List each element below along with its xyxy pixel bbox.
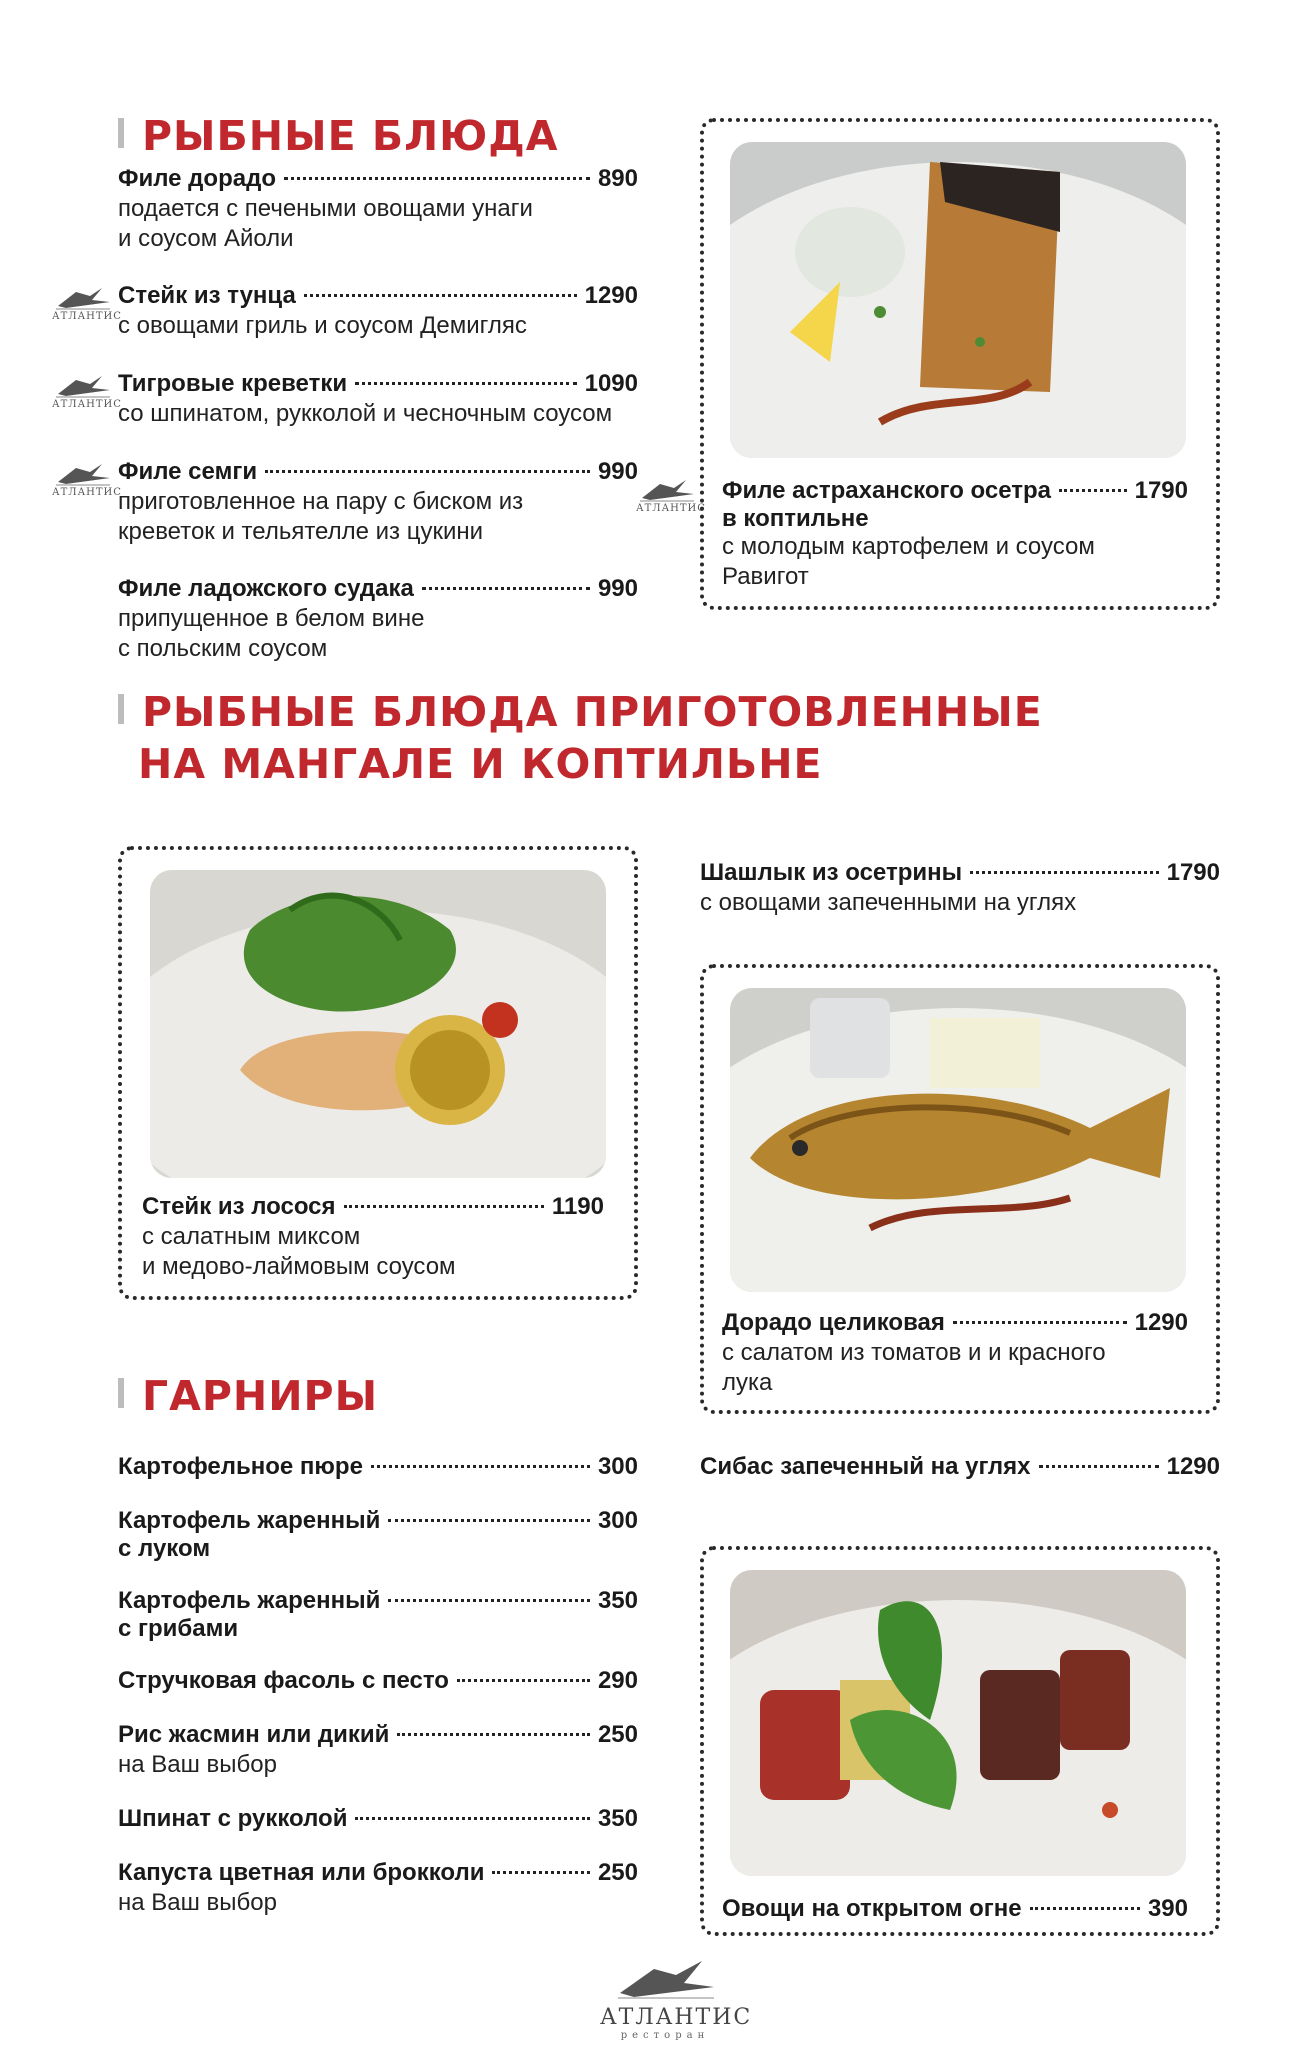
section-title-text: РЫБНЫЕ БЛЮДА	[142, 112, 559, 160]
footer-logo	[600, 1955, 753, 2041]
item-price: 1790	[1134, 477, 1188, 504]
atlantis-logo-icon	[52, 458, 122, 502]
item-price: 1790	[1166, 859, 1220, 886]
logo-text: АТЛАНТИС	[52, 311, 122, 322]
menu-item-whole-dorado	[722, 1308, 1188, 1398]
atlantis-logo-icon	[52, 370, 122, 414]
item-price: 290	[597, 1667, 638, 1694]
menu-item-salmon-fillet	[118, 457, 638, 547]
item-price: 1190	[551, 1193, 604, 1220]
item-name: Филе ладожского судака	[118, 575, 414, 602]
title-bar	[118, 118, 124, 148]
item-desc: на Ваш выбор	[118, 1751, 277, 1778]
title-bar	[118, 1378, 124, 1408]
item-price: 990	[597, 575, 638, 602]
item-name: Филе дорадо	[118, 165, 276, 192]
item-name: Капуста цветная или брокколи	[118, 1859, 485, 1886]
section-title-grill	[118, 686, 1043, 738]
menu-item-side-green-beans	[118, 1666, 638, 1696]
item-name-line2: с луком	[118, 1535, 211, 1562]
logo-text: АТЛАНТИС	[636, 503, 706, 514]
item-price: 890	[597, 165, 638, 192]
menu-item-sturgeon	[722, 476, 1188, 592]
item-name: Стейк из тунца	[118, 282, 296, 309]
menu-item-sibas	[700, 1452, 1220, 1482]
item-price: 350	[597, 1805, 638, 1832]
menu-item-side-fried-potatoes-onion	[118, 1506, 638, 1562]
menu-item-grilled-vegetables	[722, 1894, 1188, 1924]
item-name: Стручковая фасоль с песто	[118, 1667, 449, 1694]
item-name: Стейк из лосося	[142, 1193, 336, 1220]
item-desc: с салатным миксом	[142, 1223, 361, 1250]
item-desc: подается с печеными овощами унаги	[118, 195, 533, 222]
item-desc: лука	[722, 1369, 773, 1396]
item-desc: с польским соусом	[118, 635, 328, 662]
item-price: 250	[597, 1859, 638, 1886]
logo-text: АТЛАНТИС	[52, 399, 122, 410]
item-name: Овощи на открытом огне	[722, 1895, 1022, 1922]
menu-item-side-fried-potatoes-mushrooms	[118, 1586, 638, 1642]
item-name: Дорадо целиковая	[722, 1309, 945, 1336]
item-name: Сибас запеченный на углях	[700, 1453, 1031, 1480]
item-price: 1290	[1134, 1309, 1188, 1336]
menu-item-dorado-fillet	[118, 164, 638, 254]
photo-dorado	[730, 988, 1186, 1292]
item-name: Шпинат с рукколой	[118, 1805, 348, 1832]
item-name: Филе астраханского осетра	[722, 477, 1052, 504]
item-desc: Равигот	[722, 563, 809, 590]
item-desc: со шпинатом, рукколой и чесночным соусом	[118, 400, 613, 427]
item-price: 1290	[1166, 1453, 1220, 1480]
item-desc: с овощами запеченными на углях	[700, 889, 1077, 916]
menu-item-tiger-prawns	[118, 369, 638, 429]
item-price: 250	[597, 1721, 638, 1748]
section-title-sides	[118, 1370, 378, 1422]
menu-item-side-cauliflower	[118, 1858, 638, 1918]
item-name: Картофельное пюре	[118, 1453, 363, 1480]
item-name: Картофель жаренный	[118, 1507, 381, 1534]
atlantis-logo-icon	[52, 282, 122, 326]
section-title-text: НА МАНГАЛЕ И КОПТИЛЬНЕ	[138, 740, 823, 788]
item-price: 350	[597, 1587, 638, 1614]
logo-name: АТЛАНТИС	[600, 2005, 753, 2030]
item-desc: с овощами гриль и соусом Демигляс	[118, 312, 527, 339]
menu-item-salmon-steak	[142, 1192, 604, 1282]
item-desc: с молодым картофелем и соусом	[722, 533, 1095, 560]
item-price: 300	[597, 1507, 638, 1534]
item-desc: припущенное в белом вине	[118, 605, 425, 632]
section-title-fish	[118, 110, 559, 162]
item-price: 300	[597, 1453, 638, 1480]
title-bar	[118, 694, 124, 724]
item-desc: на Ваш выбор	[118, 1889, 277, 1916]
item-price: 1290	[584, 282, 638, 309]
menu-item-side-rice	[118, 1720, 638, 1780]
menu-item-tuna-steak	[118, 281, 638, 341]
item-name: Картофель жаренный	[118, 1587, 381, 1614]
item-price: 1090	[584, 370, 638, 397]
menu-item-sturgeon-shashlik	[700, 858, 1220, 918]
item-desc: с салатом из томатов и и красного	[722, 1339, 1106, 1366]
menu-item-side-mashed-potatoes	[118, 1452, 638, 1482]
item-price: 990	[597, 458, 638, 485]
section-title-grill-line2	[138, 738, 823, 790]
section-title-text: ГАРНИРЫ	[142, 1372, 379, 1420]
menu-item-side-spinach	[118, 1804, 638, 1834]
item-name: Тигровые креветки	[118, 370, 348, 397]
item-name-line2: в коптильне	[722, 505, 869, 532]
photo-vegetables	[730, 1570, 1186, 1876]
photo-salmon	[150, 870, 606, 1178]
item-name-line2: с грибами	[118, 1615, 239, 1642]
menu-item-pikeperch-fillet	[118, 574, 638, 664]
item-desc: и медово-лаймовым соусом	[142, 1253, 456, 1280]
atlantis-logo-icon	[610, 1955, 720, 2001]
item-price: 390	[1147, 1895, 1188, 1922]
section-title-text: РЫБНЫЕ БЛЮДА ПРИГОТОВЛЕННЫЕ	[142, 688, 1043, 736]
logo-text: АТЛАНТИС	[52, 487, 122, 498]
item-name: Филе семги	[118, 458, 258, 485]
photo-sturgeon	[730, 142, 1186, 458]
atlantis-logo-icon	[636, 474, 706, 518]
item-desc: приготовленное на пару с биском из	[118, 488, 524, 515]
item-desc: и соусом Айоли	[118, 225, 294, 252]
item-name: Рис жасмин или дикий	[118, 1721, 390, 1748]
logo-subtitle: ресторан	[620, 2030, 710, 2041]
item-name: Шашлык из осетрины	[700, 859, 963, 886]
item-desc: креветок и тельятелле из цукини	[118, 518, 484, 545]
